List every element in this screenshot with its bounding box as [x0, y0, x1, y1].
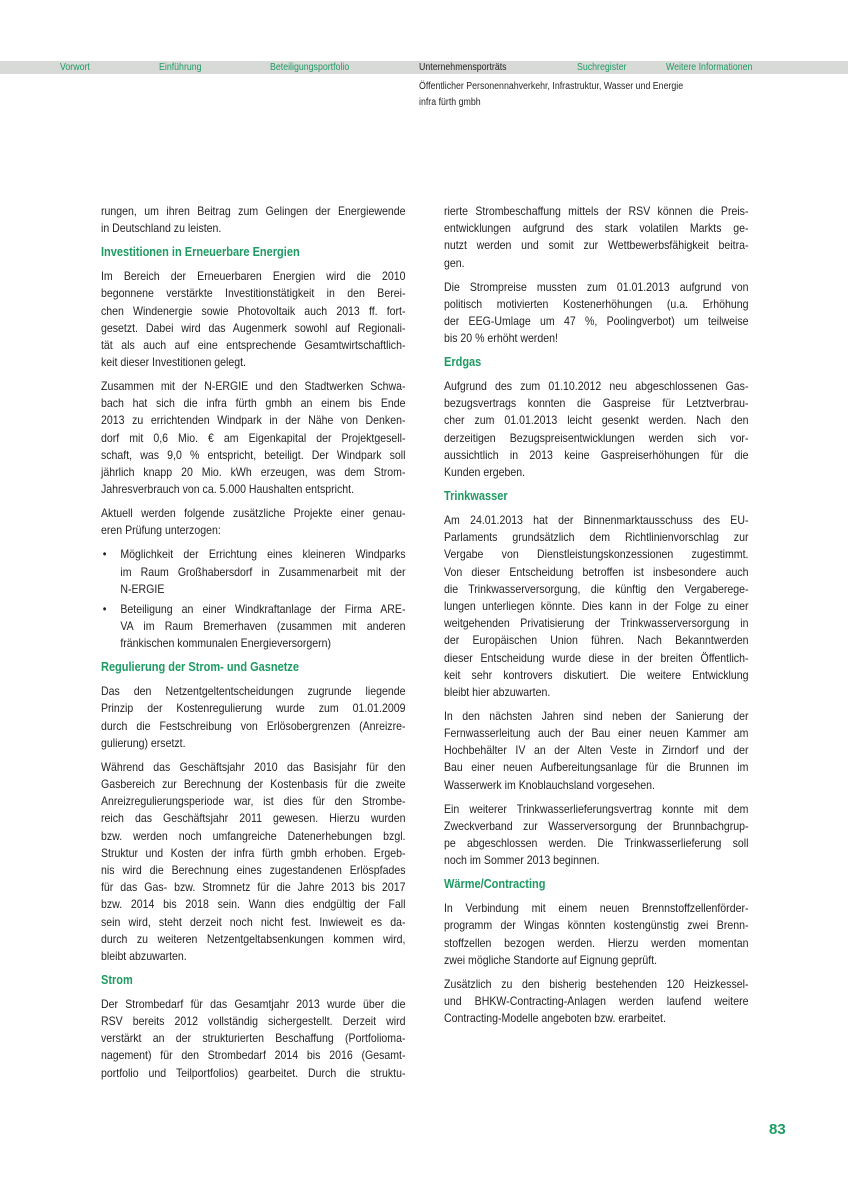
text-line: sein wird, steht derzeit noch nicht fest. Inwieweit es da- — [101, 914, 406, 929]
text-line: nis wird die Berechnung eines zugestandenen Erlöspfades — [101, 862, 406, 877]
bullet-list — [101, 546, 405, 652]
text-line: dorf mit 0,6 Mio. € am Eigenkapital der Projektgesell- — [101, 430, 406, 445]
text-line: entwicklungen aufgrund des stark volatilen Markts ge- — [444, 221, 749, 236]
text-line: Möglichkeit der Errichtung eines kleineren Windparks — [120, 547, 406, 562]
text-line: stoffzellen bezogen werden. Hierzu werden momentan — [444, 935, 749, 950]
nav-weitere-informationen[interactable]: Weitere Informationen — [666, 62, 753, 73]
paragraph — [444, 378, 748, 481]
text-line: pe abgeschlossen werden. Die Trinkwasserlieferung soll — [444, 835, 749, 850]
section-heading: Strom — [101, 972, 133, 987]
text-line: Wasserwerk im Knoblauchsland vorgesehen. — [444, 777, 655, 792]
text-line: Zusammen mit der N-ERGIE und den Stadtwerken Schwa- — [101, 379, 406, 394]
text-line: Zusätzlich zu den bisherig bestehenden 120 Heizkessel- — [444, 976, 749, 991]
text-line: Jahresverbrauch von ca. 5.000 Haushalten entspricht. — [101, 482, 355, 497]
section-navigation-bar — [0, 61, 848, 74]
text-line: gen. — [444, 255, 465, 270]
text-line: gulierung) ersetzt. — [101, 735, 186, 750]
text-line: 2013 zu errichtenden Windpark in der Nähe von Denken- — [101, 413, 406, 428]
paragraph — [444, 900, 748, 969]
text-line: Ein weiterer Trinkwasserlieferungsvertrag konnte mit dem — [444, 801, 749, 816]
text-line: lungen unterliegen könnte. Dies kann in der Folge zu einer — [444, 598, 749, 613]
text-line: rierte Strombeschaffung mittels der RSV können die Preis- — [444, 204, 749, 218]
bullet-icon: • — [102, 547, 107, 562]
text-line: Während das Geschäftsjahr 2010 das Basisjahr für den — [101, 759, 406, 774]
section-heading: Regulierung der Strom- und Gasnetze — [101, 660, 300, 675]
text-line: Aktuell werden folgende zusätzliche Projekte einer genau- — [101, 506, 406, 521]
text-line: Von dieser Entscheidung betroffen ist insbesondere auch — [444, 564, 749, 579]
text-line: die Trinkwasserversorgung, die künftig den Vergaberege- — [444, 581, 749, 596]
text-line: durch die Festschreibung von Erlösobergrenzen (Anreizre- — [101, 718, 406, 733]
nav-einfuehrung[interactable]: Einführung — [159, 62, 202, 73]
text-line: in Deutschland zu leisten. — [101, 221, 222, 236]
text-line: programm der Wingas könnten kostengünstig zwei Brenn- — [444, 918, 749, 933]
text-line: Struktur und Kosten der infra fürth gmbh erhoben. Ergeb- — [101, 845, 406, 860]
text-line: für das Gas- bzw. Stromnetz für die Jahre 2013 bis 2017 — [101, 880, 406, 895]
text-line: bezugsvertrags konnten die Gaspreise für Letztverbrau- — [444, 396, 749, 411]
paragraph — [101, 268, 405, 371]
text-line: der Europäischen Union führen. Nach Bekanntwerden — [444, 633, 749, 648]
text-line: rungen, um ihren Beitrag zum Gelingen der Energiewende — [101, 204, 406, 218]
text-line: Am 24.01.2013 hat der Binnenmarktausschuss des EU- — [444, 513, 749, 528]
text-line: RSV bereits 2012 vollständig sichergestellt. Derzeit wird — [101, 1014, 406, 1029]
text-line: noch im Sommer 2013 beginnen. — [444, 853, 600, 868]
text-line: gesetzt. Dabei wird das Augenmerk sowohl auf Regionali- — [101, 320, 406, 335]
text-line: jährlich knapp 20 Mio. kWh erzeugen, was dem Strom- — [101, 465, 406, 480]
text-line: N-ERGIE — [120, 581, 165, 596]
text-line: nagement) für den Strombedarf 2014 bis 2016 (Gesamt- — [101, 1048, 406, 1063]
paragraph — [444, 976, 748, 1028]
text-line: Aufgrund des zum 01.10.2012 neu abgeschlossenen Gas- — [444, 379, 749, 394]
text-line: begonnene verstärkte Investitionstätigkeit in den Berei- — [101, 286, 406, 301]
text-line: weitgehenden Privatisierung der Trinkwasserversorgung in — [444, 616, 749, 631]
nav-suchregister[interactable]: Suchregister — [577, 62, 627, 73]
paragraph — [101, 996, 405, 1082]
text-line: bzw. 2014 bis 2018 sein. Wann dies endgültig der Fall — [101, 897, 406, 912]
text-line: Prinzip der Kostenregulierung wurde zum 01.01.2009 — [101, 701, 406, 716]
text-line: bach hat sich die infra fürth gmbh an einem bis Ende — [101, 396, 406, 411]
section-heading: Wärme/Contracting — [444, 877, 546, 892]
text-line: schaft, was 9,0 % entspricht, beteiligt. Der Windpark soll — [101, 447, 406, 462]
text-line: Im Bereich der Erneuerbaren Energien wird die 2010 — [101, 269, 406, 284]
paragraph — [101, 505, 405, 539]
text-line: bleibt hier abzuwarten. — [444, 684, 551, 699]
text-line: politisch motivierten Kostenerhöhungen (u.a. Erhöhung — [444, 296, 749, 311]
text-line: Kunden ergeben. — [444, 465, 526, 480]
page-number: 83 — [769, 1121, 786, 1138]
nav-beteiligungsportfolio[interactable]: Beteiligungsportfolio — [270, 62, 350, 73]
text-line: Vergabe von Dienstleistungskonzessionen zugestimmt. — [444, 547, 749, 562]
section-subtitle: Öffentlicher Personennahverkehr, Infrastruktur, Wasser und Energie — [419, 81, 684, 92]
paragraph — [444, 708, 748, 794]
text-line: Parlaments grundsätzlich dem Richtlinienvorschlag zur — [444, 530, 749, 545]
text-line: reich das Geschäftsjahr 2011 gewesen. Hierzu wurden — [101, 811, 406, 826]
text-line: In Verbindung mit einem neuen Brennstoffzellenförder- — [444, 901, 749, 916]
text-line: bzw. werden noch umfangreiche Datenerhebungen bzgl. — [101, 828, 406, 843]
nav-vorwort[interactable]: Vorwort — [60, 62, 90, 73]
text-line: Zweckverband zur Wasserversorgung der Brunnbachgrup- — [444, 818, 749, 833]
text-line: fränkischen kommunalen Energieversorgern) — [120, 636, 332, 651]
text-line: In den nächsten Jahren sind neben der Sanierung der — [444, 708, 749, 723]
text-line: cher zum 01.01.2013 leicht gesenkt werden. Nach den — [444, 413, 749, 428]
paragraph — [101, 683, 405, 752]
right-text-column — [444, 203, 748, 1034]
list-item — [101, 601, 405, 653]
text-line: keit sehr kontrovers diskutiert. Die weitere Entwicklung — [444, 667, 749, 682]
text-line: bis 20 % erhöht werden! — [444, 331, 558, 346]
text-line: der EEG-Umlage um 47 %, Poolingverbot) um teilweise — [444, 313, 749, 328]
text-line: derzeitigen Bezugspreisentwicklungen werden sich vor- — [444, 430, 749, 445]
text-line: portfolio und Teilportfolios) gearbeitet. Durch die struktu- — [101, 1065, 406, 1080]
paragraph — [444, 279, 748, 348]
text-line: im Raum Großhabersdorf in Zusammenarbeit mit der — [120, 564, 406, 579]
text-line: zwei mögliche Standorte auf Eignung geprüft. — [444, 952, 658, 967]
text-line: Contracting-Modelle angeboten bzw. erarbeitet. — [444, 1011, 666, 1026]
text-line: keit dieser Investitionen gelegt. — [101, 355, 246, 370]
text-line: aussichtlich in 2013 keine Gaspreiserhöhungen für die — [444, 447, 749, 462]
section-heading: Trinkwasser — [444, 489, 508, 504]
nav-unternehmensportraets[interactable]: Unternehmensporträts — [419, 62, 507, 73]
paragraph — [444, 512, 748, 701]
paragraph — [444, 203, 748, 272]
text-line: Beteiligung an einer Windkraftanlage der Firma ARE- — [120, 601, 406, 616]
left-text-column — [101, 203, 405, 1089]
text-line: bleibt abzuwarten. — [101, 948, 187, 963]
text-line: Gasbereich zur Berechnung der Kostenbasis für die zweite — [101, 777, 406, 792]
list-item — [101, 546, 405, 598]
paragraph — [101, 203, 405, 237]
bullet-icon: • — [102, 601, 107, 616]
text-line: eren Prüfung unterzogen: — [101, 523, 221, 538]
section-heading: Erdgas — [444, 355, 482, 370]
section-heading: Investitionen in Erneuerbare Energien — [101, 245, 300, 260]
text-line: Der Strombedarf für das Gesamtjahr 2013 wurde über die — [101, 996, 406, 1011]
paragraph — [101, 378, 405, 498]
text-line: und BHKW-Contracting-Anlagen werden laufend weitere — [444, 993, 749, 1008]
text-line: nutzt werden und somit zur Wettbewerbsfähigkeit beitra- — [444, 238, 749, 253]
text-line: dieser Entscheidung wurde diese in der breiten Öffentlich- — [444, 650, 749, 665]
text-line: Hochbehälter IV an der Alten Veste in Zirndorf und der — [444, 743, 749, 758]
text-line: Das den Netzentgeltentscheidungen zugrunde liegende — [101, 684, 406, 699]
paragraph — [101, 759, 405, 965]
text-line: VA im Raum Bremerhaven (zusammen mit anderen — [120, 619, 406, 634]
paragraph — [444, 801, 748, 870]
text-line: durch zu weiteren Netzentgeltabsenkungen kommen wird, — [101, 931, 406, 946]
text-line: Anreizregulierungsperiode war, ist dies für den Strombe- — [101, 794, 406, 809]
text-line: chen Windenergie sowie Photovoltaik auch 2013 ff. fort- — [101, 303, 406, 318]
text-line: tät als auch auf eine entsprechende Gesamtwirtschaftlich- — [101, 337, 406, 352]
text-line: Die Strompreise mussten zum 01.01.2013 aufgrund von — [444, 279, 749, 294]
text-line: Bau einer neuen Aufbereitungsanlage für die Brunnen im — [444, 760, 749, 775]
text-line: verstärkt an der strukturierten Beschaffung (Portfolioma- — [101, 1031, 406, 1046]
text-line: Fernwasserleitung auch der Bau einer neuen Kammer am — [444, 726, 749, 741]
company-subtitle: infra fürth gmbh — [419, 97, 481, 108]
